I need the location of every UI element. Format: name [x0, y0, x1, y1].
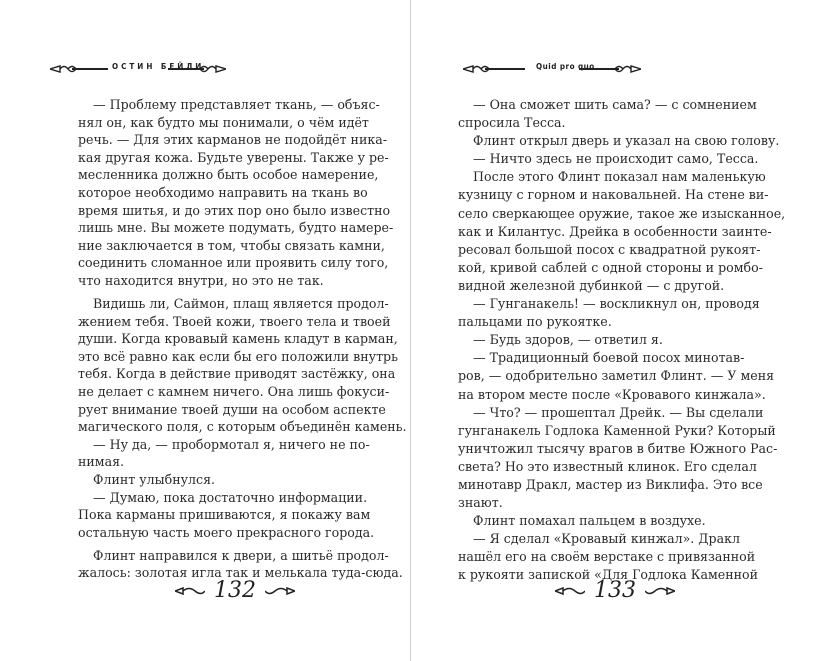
- text-line: После этого Флинт показал нам маленькую: [473, 169, 766, 185]
- text-line: на втором месте после «Кровавого кинжала».: [458, 386, 766, 402]
- folio-right: [555, 578, 675, 604]
- page-text-left: [78, 96, 407, 582]
- text-line: не делает с камнем ничего. Она лишь фокуси-: [78, 384, 390, 399]
- text-line: ресовал большой посох с квадратной рукоят-: [458, 241, 761, 257]
- text-line: соединить сломанное или проявить силу того,: [78, 255, 389, 271]
- text-line: Флинт открыл дверь и указал на свою голову.: [473, 133, 780, 149]
- text-line: нял он, как будто мы понимали, о чём идёт: [78, 114, 369, 130]
- text-line: души. Когда кровавый камень кладут в карман,: [78, 331, 398, 347]
- text-line: — Гунганакель! — воскликнул он, проводя: [473, 296, 760, 312]
- text-line: — Я сделал «Кровавый кинжал». Дракл: [473, 531, 740, 547]
- running-head-author: ОСТИН БЕЙЛИ: [112, 62, 205, 71]
- text-line: тебя. Когда в действие приводят застёжку, она: [78, 366, 396, 382]
- ornament-icon: [168, 63, 226, 75]
- text-line: жением тебя. Твоей кожи, твоего тела и твоей: [78, 313, 391, 329]
- text-line: видной железной дубинкой — с другой.: [458, 277, 725, 293]
- text-line: рует внимание твоей души на особом аспекте: [78, 401, 386, 417]
- text-line: пальцами по рукоятке.: [458, 314, 612, 330]
- text-line: жалось: золотая игла так и мелькала туда-сюда.: [78, 565, 403, 581]
- text-line: — Ну да, — пробормотал я, ничего не по-: [93, 436, 370, 452]
- text-line: — Будь здоров, — ответил я.: [473, 332, 663, 348]
- text-line: село сверкающее оружие, такое же изысканное,: [458, 205, 786, 221]
- text-line: — Проблему представляет ткань, — объяс-: [93, 97, 380, 112]
- ornament-icon: [555, 586, 585, 596]
- page-number-right: 133: [594, 578, 636, 603]
- text-line: Пока карманы пришиваются, я покажу вам: [78, 507, 371, 523]
- text-line: лишь мне. Вы можете подумать, будто намере-: [78, 220, 394, 236]
- text-line: ние заключается в том, чтобы связать камни,: [78, 237, 385, 253]
- ornament-icon: [579, 63, 641, 75]
- text-line: нимая.: [78, 454, 125, 470]
- text-line: как и Килантус. Дрейка в особенности заинте-: [458, 223, 772, 239]
- folio-left: [175, 578, 295, 604]
- text-line: Флинт помахал пальцем в воздухе.: [473, 513, 706, 529]
- text-line: ров, — одобрительно заметил Флинт. — У меня: [458, 368, 775, 384]
- text-line: — Она сможет шить сама? — с сомнением: [473, 97, 757, 112]
- text-line: к рукояти запиской «Для Годлока Каменной: [458, 567, 758, 583]
- text-line: — Ничто здесь не происходит само, Тесса.: [473, 151, 759, 167]
- text-line: месленника должно быть особое намерение,: [78, 167, 379, 183]
- text-line: нашёл его на своём верстаке с привязанной: [458, 549, 756, 565]
- text-line: знают.: [458, 495, 503, 511]
- text-line: остальную часть моего прекрасного города.: [78, 524, 375, 540]
- text-line: кузницу с горном и наковальней. На стене ви-: [458, 187, 769, 203]
- text-line: что находится внутри, но это не так.: [78, 272, 324, 288]
- ornament-icon: [50, 63, 108, 75]
- text-line: речь. — Для этих карманов не подойдёт ника-: [78, 132, 387, 148]
- text-line: — Что? — прошептал Дрейк. — Вы сделали: [473, 404, 764, 420]
- ornament-icon: [645, 586, 675, 596]
- running-head-title: Quid pro quo: [536, 62, 595, 71]
- right-page: [411, 0, 819, 661]
- text-line: время шитья, и до этих пор оно было известно: [78, 202, 391, 218]
- text-line: гунганакель Годлока Каменной Руки? Который: [458, 422, 776, 438]
- text-line: Видишь ли, Саймон, плащ является продол-: [93, 296, 389, 312]
- text-line: света? Но это известный клинок. Его сделал: [458, 458, 757, 474]
- text-line: — Традиционный боевой посох минотав-: [473, 350, 745, 366]
- text-line: — Думаю, пока достаточно информации.: [93, 489, 368, 505]
- running-head-left: [50, 60, 226, 78]
- text-line: это всё равно как если бы его положили внутрь: [78, 348, 398, 364]
- text-line: которое необходимо направить на ткань во: [78, 184, 368, 200]
- text-line: кой, кривой саблей с одной стороны и ромбо-: [458, 259, 763, 275]
- text-line: Флинт улыбнулся.: [93, 471, 216, 487]
- ornament-icon: [463, 63, 525, 75]
- text-line: кая другая кожа. Будьте уверены. Также у ре-: [78, 149, 389, 165]
- text-line: Флинт направился к двери, а шитьё продол-: [93, 547, 389, 563]
- text-line: минотавр Дракл, мастер из Виклифа. Это все: [458, 476, 763, 492]
- text-line: уничтожил тысячу врагов в битве Южного Рас-: [458, 440, 778, 456]
- page-number-left: 132: [214, 578, 256, 603]
- text-line: спросила Тесса.: [458, 115, 566, 131]
- ornament-icon: [175, 586, 205, 596]
- text-line: магического поля, с которым объединён камень.: [78, 419, 407, 435]
- page-text-right: [458, 96, 786, 585]
- ornament-icon: [265, 586, 295, 596]
- running-head-right: [463, 60, 641, 78]
